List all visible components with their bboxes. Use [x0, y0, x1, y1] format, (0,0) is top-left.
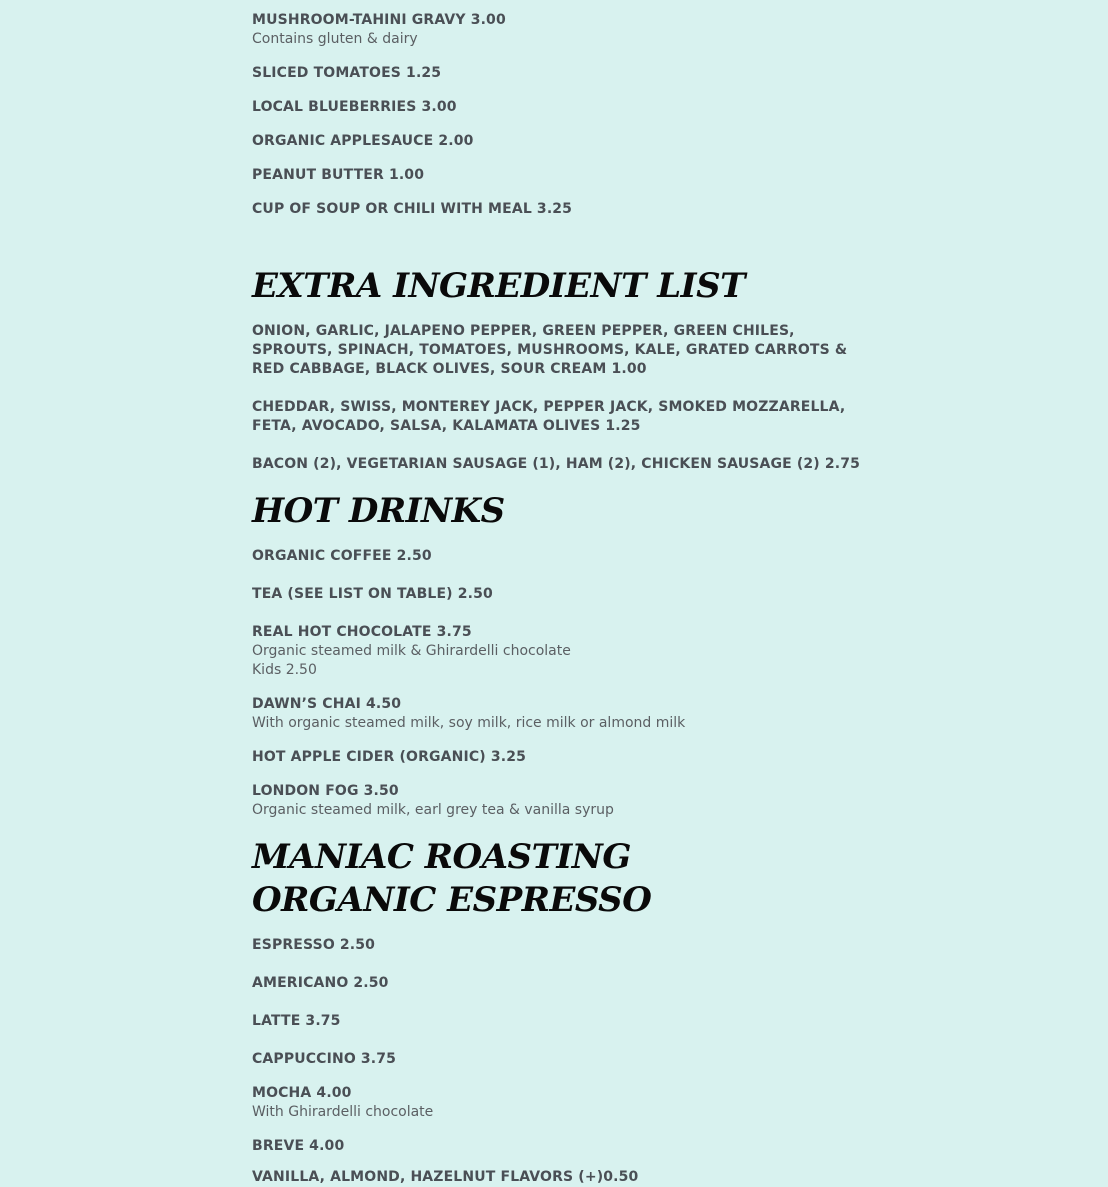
- menu-item-mocha-description: With Ghirardelli chocolate: [252, 1104, 434, 1120]
- section-heading-extra-ingredients: EXTRA INGREDIENT LIST: [252, 266, 745, 306]
- menu-item-flavors: VANILLA, ALMOND, HAZELNUT FLAVORS (+)0.50: [252, 1169, 639, 1185]
- menu-item-hot-chocolate-kids: Kids 2.50: [252, 662, 317, 678]
- section-heading-hot-drinks: HOT DRINKS: [252, 491, 505, 531]
- menu-item-americano: AMERICANO 2.50: [252, 975, 389, 991]
- menu-item-hot-chocolate: REAL HOT CHOCOLATE 3.75: [252, 624, 472, 640]
- menu-item-london-fog: LONDON FOG 3.50: [252, 783, 399, 799]
- menu-item-chai: DAWN’S CHAI 4.50: [252, 696, 402, 712]
- menu-item-tomatoes: SLICED TOMATOES 1.25: [252, 65, 442, 81]
- menu-item-tea: TEA (SEE LIST ON TABLE) 2.50: [252, 586, 493, 602]
- menu-item-gravy-description: Contains gluten & dairy: [252, 31, 418, 47]
- menu-item-hot-chocolate-description: Organic steamed milk & Ghirardelli chocolate: [252, 643, 571, 659]
- menu-item-espresso: ESPRESSO 2.50: [252, 937, 376, 953]
- extra-ingredients-meat: BACON (2), VEGETARIAN SAUSAGE (1), HAM (2), CHICKEN SAUSAGE (2) 2.75: [252, 456, 861, 472]
- extra-ingredients-veg: ONION, GARLIC, JALAPENO PEPPER, GREEN PEPPER, GREEN CHILES, SPROUTS, SPINACH, TOMATOES, MUSHROOMS, KALE, GRATED CARROTS & RED CABBAGE, BLACK OLIVES, SOUR CREAM 1.00: [252, 323, 848, 377]
- menu-item-gravy: MUSHROOM-TAHINI GRAVY 3.00: [252, 12, 506, 28]
- extra-ingredients-cheese: CHEDDAR, SWISS, MONTEREY JACK, PEPPER JACK, SMOKED MOZZARELLA, FETA, AVOCADO, SALSA, KALAMATA OLIVES 1.25: [252, 399, 846, 434]
- menu-item-cappuccino: CAPPUCCINO 3.75: [252, 1051, 397, 1067]
- menu-item-latte: LATTE 3.75: [252, 1013, 341, 1029]
- menu-item-coffee: ORGANIC COFFEE 2.50: [252, 548, 432, 564]
- menu-item-blueberries: LOCAL BLUEBERRIES 3.00: [252, 99, 457, 115]
- menu-item-london-fog-description: Organic steamed milk, earl grey tea & vanilla syrup: [252, 802, 614, 818]
- menu-item-applesauce: ORGANIC APPLESAUCE 2.00: [252, 133, 474, 149]
- menu-item-breve: BREVE 4.00: [252, 1138, 345, 1154]
- menu-item-cider: HOT APPLE CIDER (ORGANIC) 3.25: [252, 749, 526, 765]
- menu-item-chai-description: With organic steamed milk, soy milk, rice milk or almond milk: [252, 715, 686, 731]
- section-heading-espresso: MANIAC ROASTING ORGANIC ESPRESSO: [252, 837, 652, 920]
- menu-item-peanut-butter: PEANUT BUTTER 1.00: [252, 167, 425, 183]
- menu-item-mocha: MOCHA 4.00: [252, 1085, 352, 1101]
- menu-item-soup: CUP OF SOUP OR CHILI WITH MEAL 3.25: [252, 201, 573, 217]
